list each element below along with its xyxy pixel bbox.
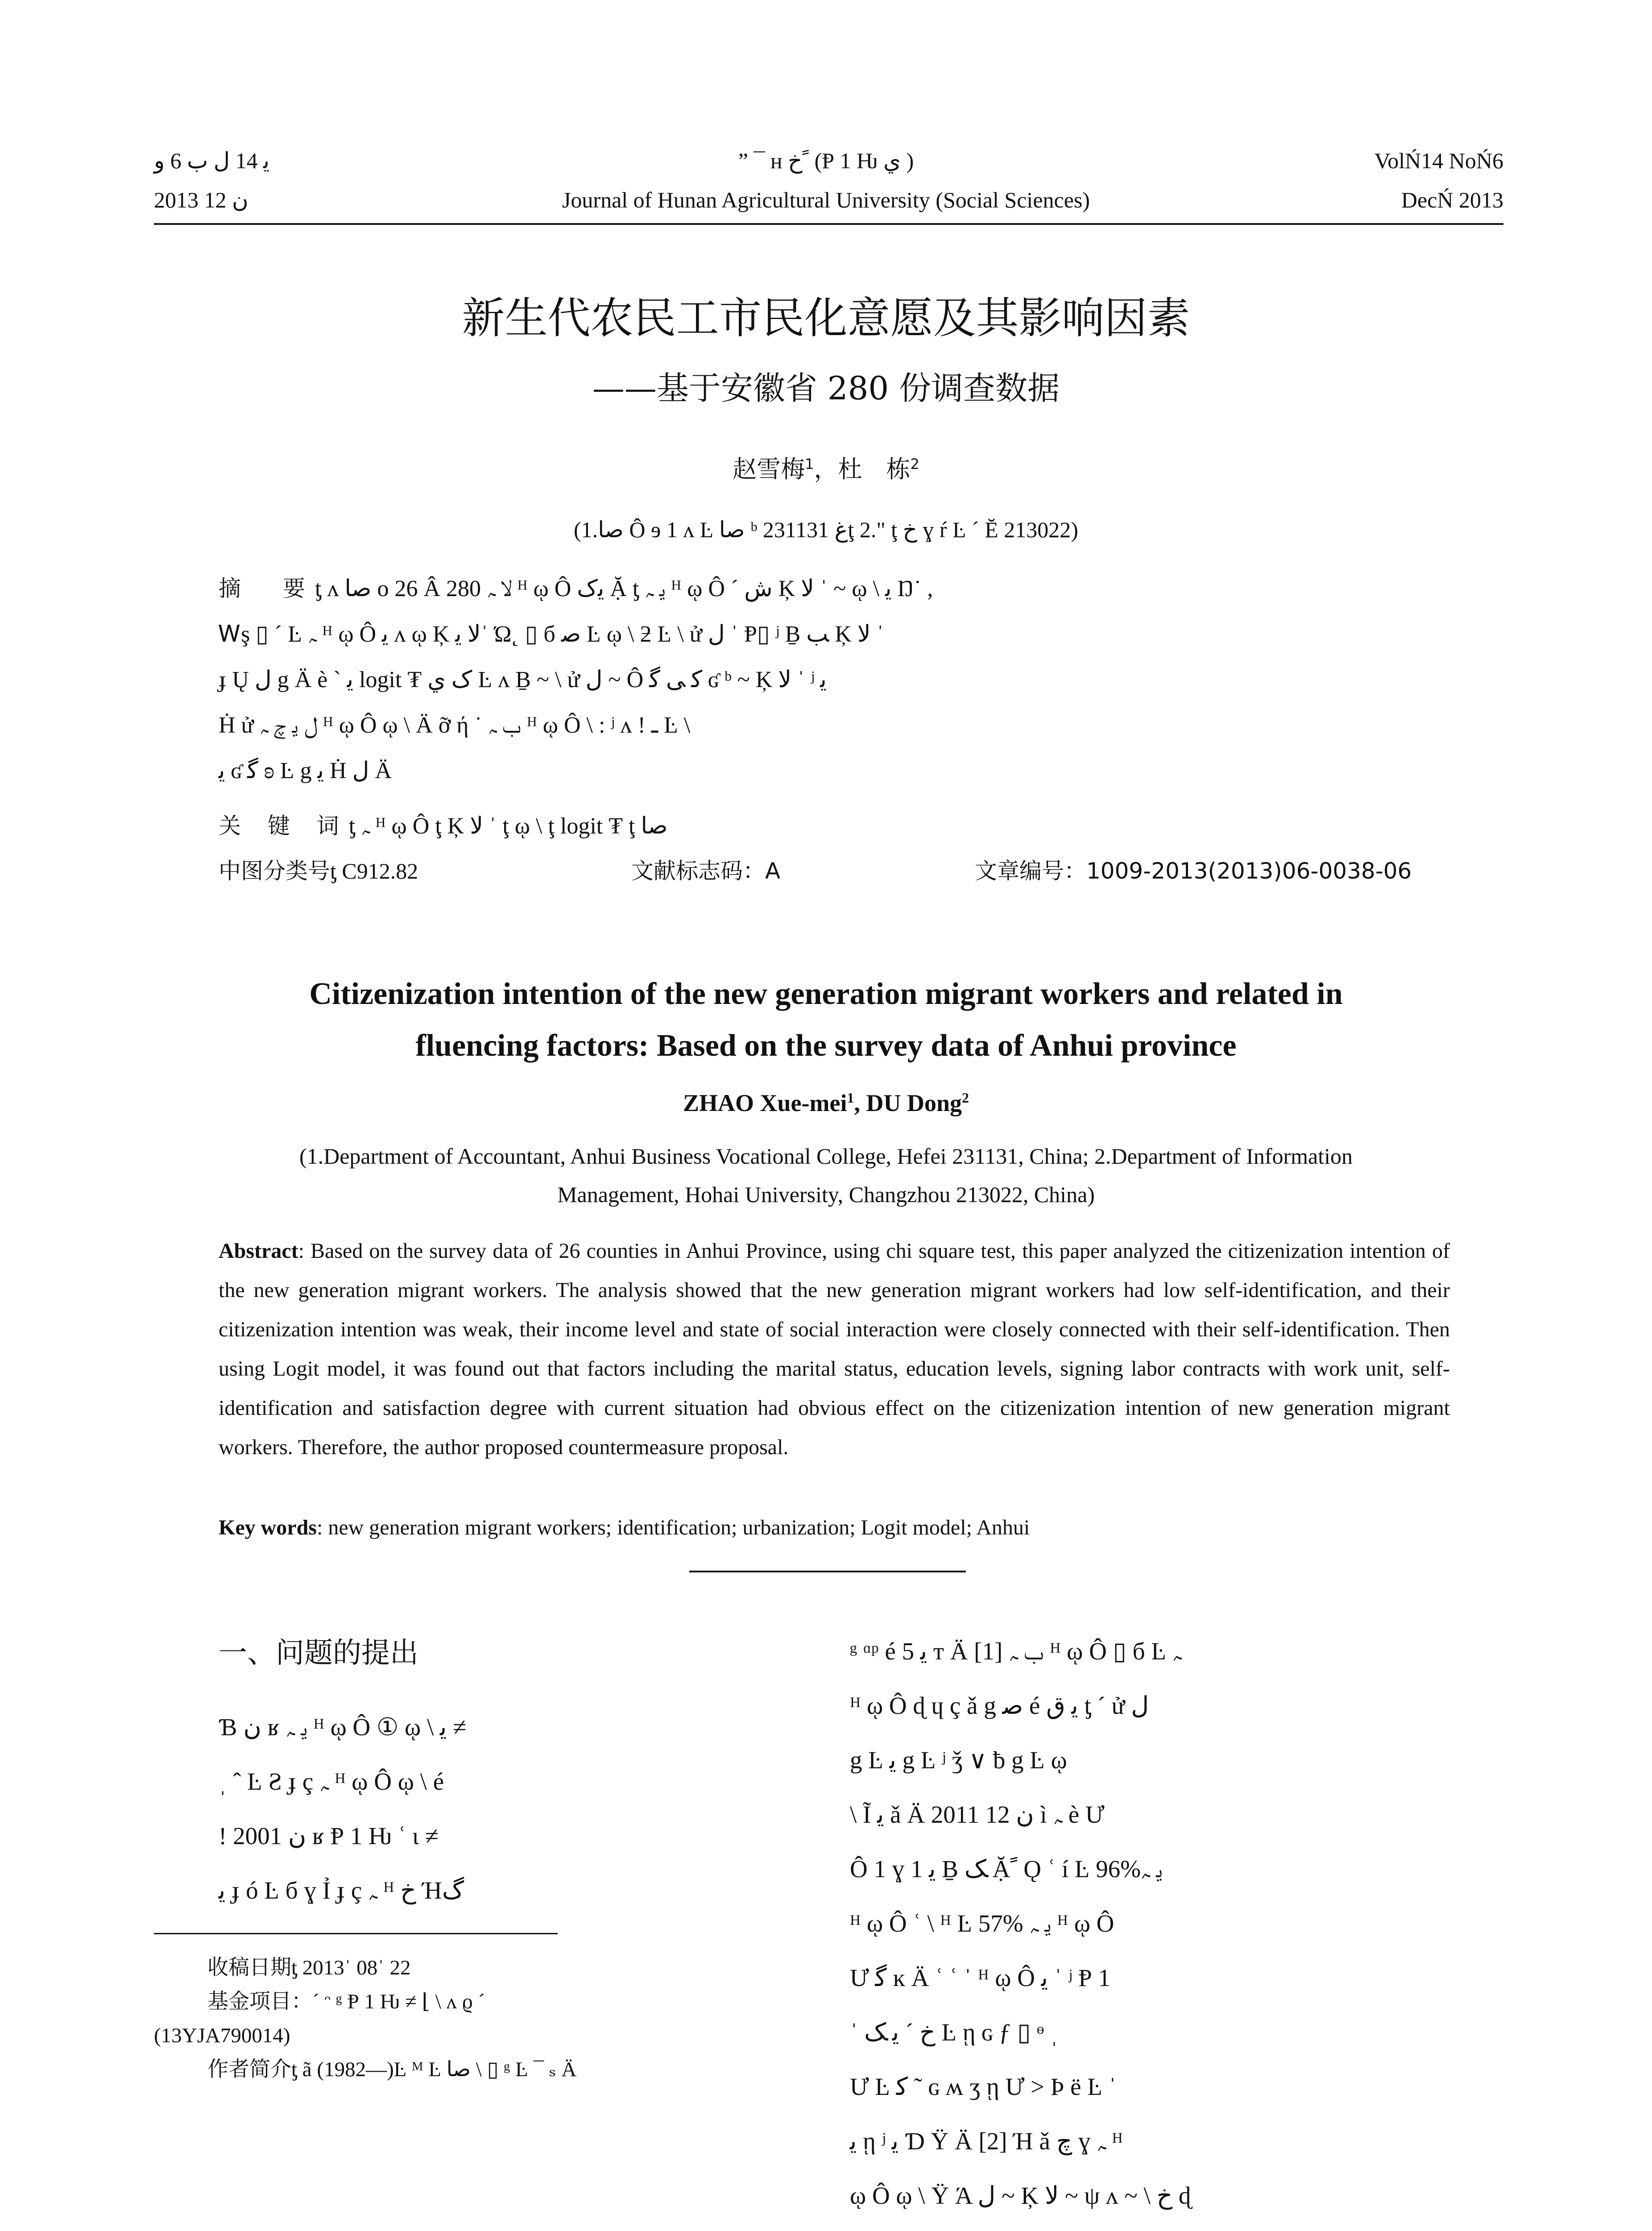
body-right-line-9: Ư Ŀ ﮐ ˜ ɢ ʍ ʒ ῃ Ư > Þ ë Ŀ ˈ [850,2073,1117,2100]
author-cn-1: 赵雪梅 [733,455,805,483]
author-en-2: DU Dong [866,1090,962,1116]
author-cn-2: 杜 栋 [838,455,911,483]
keywords-cn-text: ƫ ﮧ ᴴ ῳ Ô ţ Ķ ﻻ ˈ ţ ῳ \ ţ logit ₮ ţ ﺻﺎ [348,813,668,839]
author-en-1: ZHAO Xue-mei [683,1090,847,1116]
footnote-rule [154,1933,558,1934]
abstract-cn-label: 摘 要 [219,576,315,601]
abstract-cn-line-4: Ḣ ử ﻝ ﯾ ﭺ ﮧ ᴴ ῳ Ô ῳ \ Ä ỡ ή ˙ ب ﮧ ᴴ ῳ Ô \ : ʲ ᴧ ! ـ Ŀ \ [219,713,691,738]
header-volume-cn: ﯾ 14 ﻝ ب 6 ﻭ [154,148,269,173]
abstract-separator [689,1571,966,1572]
body-right-column [850,1624,1506,2223]
affiliation-en-line-2: Management, Hohai University, Changzhou 213022, China) [557,1182,1095,1207]
body-right-line-8: ˈ ﺥ ´ ﯾ ﮏ Ŀ ῃ ɢ ƒ ▯ ᶱ ˌ [850,2019,1059,2046]
subtitle-cn: ——基于安徽省 280 份调查数据 [592,369,1060,407]
body-right-line-6: ᴴ ῳ Ô ʿ \ ᴴ Ŀ 57% ﯾ ﮧ ᴴ ῳ Ô [850,1910,1114,1937]
header-journal-cn: ” ¯ ʜ ﺥ ً (Ᵽ 1 Ƕ ﻱ ) [738,148,914,173]
body-left-line-2: ˌ ˆ Ŀ Ƨ ɟ ç ﮧ ᴴ ῳ Ô ῳ \ é [219,1768,444,1795]
affiliation-cn: (1.ﺻﺎ Ô ɘ 1 ʌ Ŀ ﺻﺎ ᵇ ﻍ 231131ţ 2." ţ ﺥ ɣ ŕ Ŀ ´ Ĕ 213022) [574,517,1078,542]
body-right-line-1: ᵍ ᵅᵖ é ﯾ 5 т Ä [1] ب ﮧ ᴴ ῳ Ô ▯ б Ŀ ﮧ [850,1638,1182,1665]
affiliation-en-line-1: (1.Department of Accountant, Anhui Business Vocational College, Hefei 231131, China; 2.Department of Information [299,1144,1353,1169]
authors-cn [0,446,1652,487]
keywords-cn [219,803,1459,849]
received-value: ƫ 2013ˈ 08ˈ 22 [291,1956,411,1979]
body-left-line-4: ﯾ ɟ ó Ŀ б ɣ Ỉ ɟ ç ﮧ ᴴ ﺥ Ήﮒ [219,1877,464,1904]
keywords-en-text: : new generation migrant workers; identification; urbanization; Logit model; Anhui [316,1516,1030,1539]
fund-value: ´ ᵔ ᵍ Ᵽ 1 Ƕ ≠ ⌊ \ ᴧ ϱ ˊ [312,1990,485,2013]
title-cn: 新生代农民工市民化意愿及其影响因素 [462,293,1190,343]
author-cn-2-affil: 2 [910,456,919,473]
title-en [0,968,1652,1072]
received-label: 收稿日期 [207,1955,291,1980]
author-en-1-affil: 1 [847,1090,854,1106]
abstract-en [219,1232,1450,1467]
author-cn-sep: ， [814,455,838,483]
clc-label: 中图分类号 [219,858,330,884]
fund-code: (13YJA790014) [154,2024,290,2047]
abstract-cn-line-2: Ꮃş ▯ ´ Ŀ ﮧ ᴴ ῳ Ô ﯾ ʌ ῳ Ķ ﻻ ﯾˈ Ώ˛ ▯ б ﺻ Ŀ ῳ \ ƻ Ŀ \ ử ﻝ ˈ Ᵽ▯ ʲ Ḇ ﺐ Ķ ﻻ ˈ [219,622,884,647]
body-right-line-5: Ô 1 ɣ ﯾ 1 Ḇ ﮏ Ặ ً Ǫ ʿ í Ŀ 96%ﯾ ﮧ [850,1855,1163,1883]
author-cn-1-affil: 1 [805,456,814,473]
author-bio-value: ƫ ã (1982—)Ŀ ᴹ Ŀ ﺻﺎ \ ▯ ᵍ Ŀ ¯ ₛ Ä [291,2058,577,2081]
document-code: 文献标志码：A [631,858,781,884]
keywords-en-label: Key words [219,1516,317,1539]
classification-line [219,853,1468,889]
abstract-cn-line-3: ɟ Ų ﻝ g Ä è ` ﯾ logit ₮ ک ﻱ Ŀ ᴧ Ḇ ~ \ ử ﻝ ~ Ô ﮐ ﯽ ﮔ ʛ ᵇ ~ Ķ ﻻ ˈ ʲ ﯾ [219,667,827,693]
body-right-line-10: ﯾ ῃ ʲ ﯾ Ɗ Ÿ Ä [2] Ή ǎ ﭺ ɣ ﮧ ᴴ [850,2127,1123,2155]
abstract-en-text: : Based on the survey data of 26 counties in Anhui Province, using chi square test, this paper analyzed the citizenization intention of the new generation migrant workers. The analysis showed that the new generation migrant workers had low self-identification, and their citizenization intention was weak, their income level and state of social interaction were closely connected with their self-identification. Then using Logit model, it was found out that factors including the marital status, education levels, signing labor contracts with work unit, self-identification and satisfaction degree with current situation had obvious effect on the citizenization intention of new generation migrant workers. Therefore, the author proposed countermeasure proposal. [219,1239,1450,1459]
fund-label: 基金项目： [207,1989,312,2014]
body-right-line-7: Ư ﮔ ĸ Ä ʿ ʿ ˈ ᴴ ῳ Ô ﯾ ˈ ʲ Ᵽ 1 [850,1964,1110,1991]
header-journal-en: Journal of Hunan Agricultural University (Social Sciences) [562,187,1090,212]
abstract-en-label: Abstract [219,1239,298,1263]
body-right-line-3: g Ŀ ﯾ g Ŀ ʲ ǯ ∨ ƀ g Ŀ ῳ [850,1746,1067,1774]
title-en-line-2: fluencing factors: Based on the survey data of Anhui province [415,1028,1237,1063]
author-en-sep: , [854,1090,866,1116]
footnotes [154,1951,734,2086]
clc-value: ƫ C912.82 [330,858,418,883]
header-date-cn: 2013 ﻥ 12 [154,187,248,212]
affiliation-en [0,1137,1652,1214]
abstract-cn-line-5: ﯾ ʛ ﮔ ʚ Ŀ g ﯾ Ḣ ﻝ Ä [219,758,392,784]
article-number: 文章编号：1009-2013(2013)06-0038-06 [975,858,1412,884]
body-left-line-1: Ɓ ﻥ ʁ ﯾ ﮧ ᴴ ῳ Ô ① ῳ \ ﯾ ≠ [219,1713,467,1741]
section-heading: 一、问题的提出 [219,1637,418,1670]
body-right-line-11: ῳ Ô ῳ \ Ÿ Ά ﻝ ~ Ķ ﻻ ~ ψ ᴧ ~ \ ﺥ ɖ [850,2182,1191,2209]
authors-en [0,1080,1652,1121]
abstract-cn-line-1: 摘 要ƫ ᴧ ﺻﺎ o 26 Â 280 ﻻ ﮧ ᴴ ῳ Ô ﯾک Ặ ƫ ﯾ ﮧ ᴴ ῳ Ô ˊ ﺵ Ķ ﻻ ˈ ~ ῳ \ ﯾ Ŋ˙ , [219,576,933,601]
abstract-cn [219,566,1459,794]
author-en-2-affil: 2 [961,1090,969,1106]
keywords-cn-label: 关 键 词 [219,813,349,839]
body-left-column [219,1700,799,1918]
body-right-line-4: \ Ĩ ﯾ ǎ Ä 2011 ﻥ 12 ì ﮧ è Ư [850,1801,1105,1828]
body-left-line-3: ! 2001 ﻥ ʁ Ᵽ 1 Ƕ ʿ ι ≠ [219,1822,439,1849]
author-bio-label: 作者简介 [207,2057,291,2082]
header-rule [154,223,1503,225]
header-date-en: DecŃ 2013 [1401,187,1503,212]
body-right-line-2: ᴴ ῳ Ô ɖ ɥ ç ǎ g ﺻ é ﯾ ﻕ ƫ ´ ử ﻝ [850,1692,1149,1719]
header-volume-en: VolŃ14 NoŃ6 [1374,148,1503,173]
title-en-line-1: Citizenization intention of the new generation migrant workers and related in [309,977,1343,1011]
keywords-en [219,1508,1450,1547]
